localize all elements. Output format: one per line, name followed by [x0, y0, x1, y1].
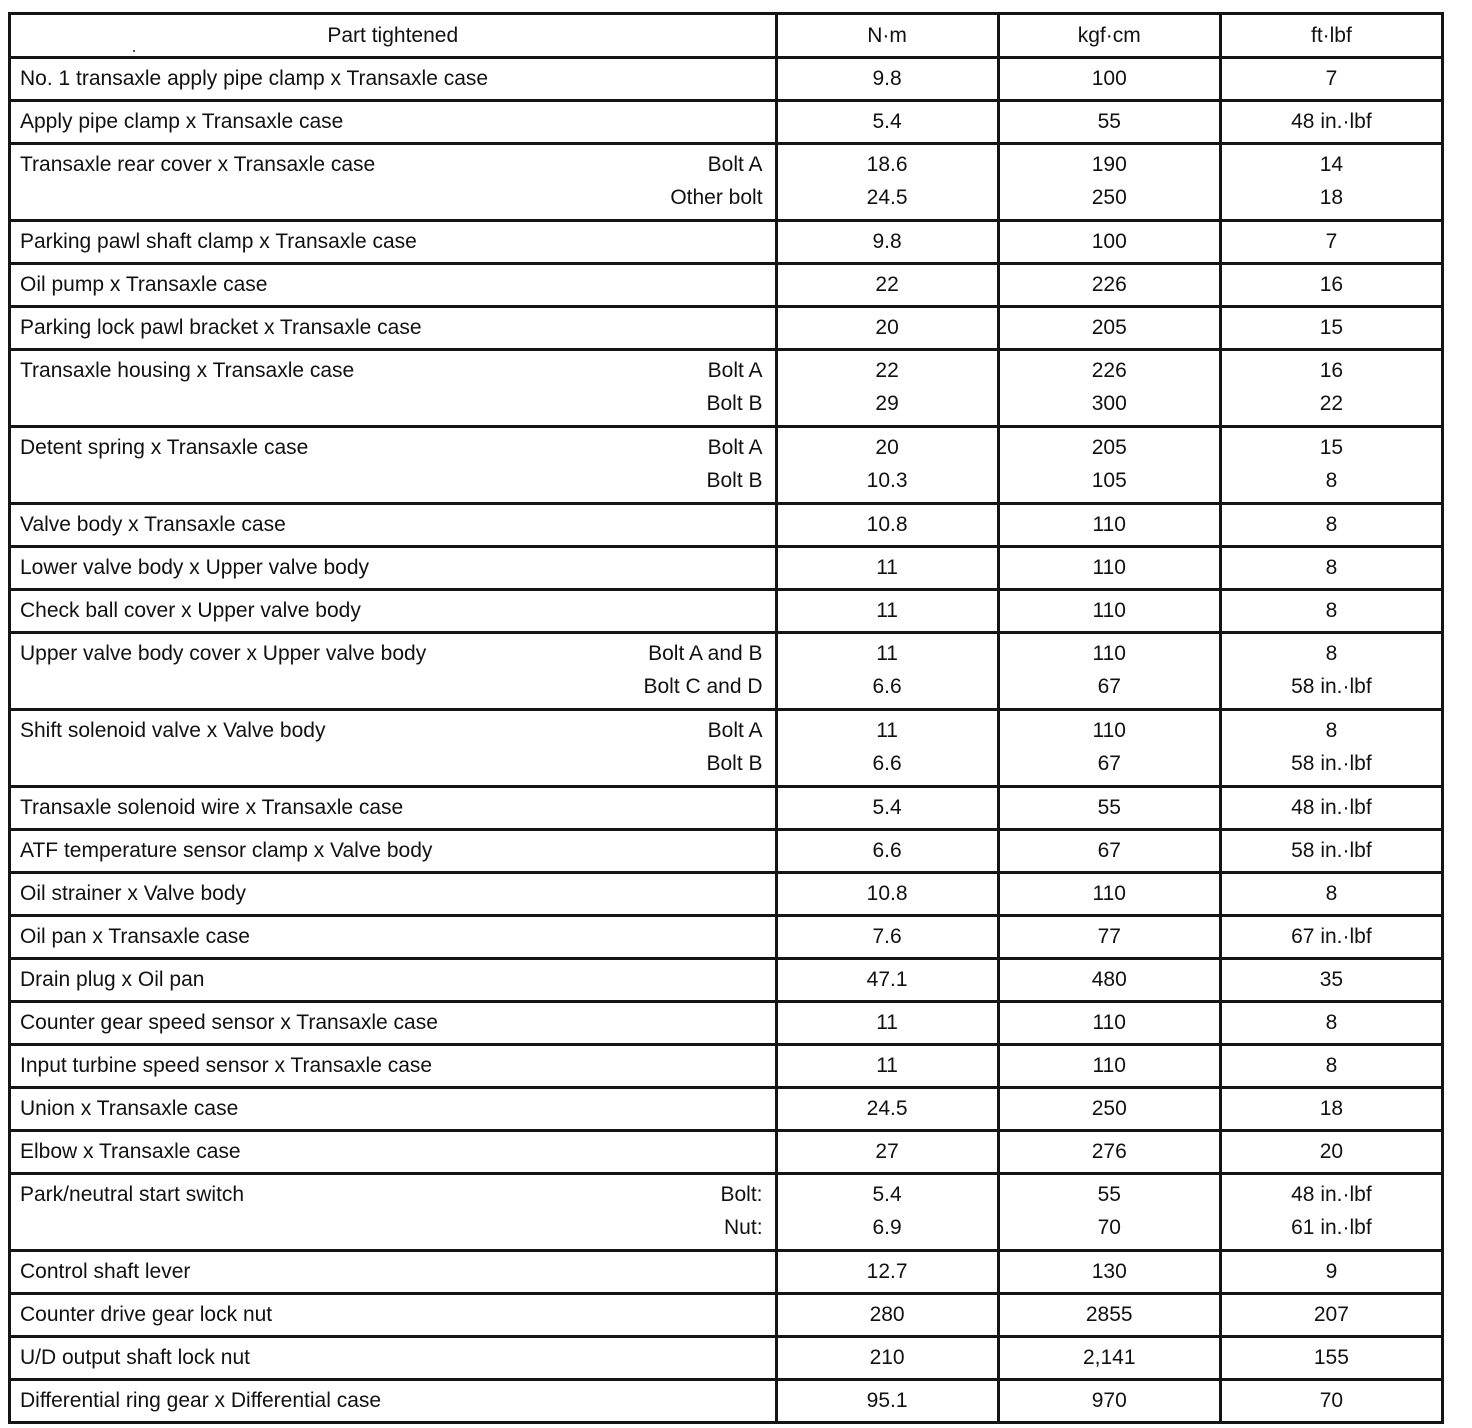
ftlbf-cell — [1220, 221, 1442, 264]
nm-cell — [776, 264, 998, 307]
kgfcm-value: 480 — [1091, 968, 1127, 991]
nm-value: 11 — [876, 1011, 898, 1034]
part-name: Park/neutral start switch — [20, 1183, 245, 1206]
nm-cell — [776, 1045, 998, 1088]
part-cell — [10, 1337, 777, 1380]
nm-cell — [776, 427, 998, 504]
ftlbf-cell — [1220, 1251, 1442, 1294]
table-row — [10, 1294, 1443, 1337]
ftlbf-value: 8 — [1325, 1054, 1338, 1077]
kgfcm-value: 100 — [1091, 230, 1127, 253]
ftlbf-cell — [1220, 1088, 1442, 1131]
part-name: Oil strainer x Valve body — [20, 882, 247, 905]
part-cell — [10, 1045, 777, 1088]
bolt-label: Bolt: — [720, 1183, 763, 1206]
nm-cell — [776, 101, 998, 144]
ftlbf-value: 15 — [1319, 436, 1344, 459]
table-row — [10, 830, 1443, 873]
kgfcm-value: 226 — [1091, 359, 1127, 382]
ftlbf-cell — [1220, 504, 1442, 547]
ftlbf-value: 35 — [1319, 968, 1344, 991]
nm-value: 27 — [875, 1140, 899, 1163]
ftlbf-value: 8 — [1325, 469, 1338, 492]
ftlbf-value: 8 — [1325, 599, 1338, 622]
kgfcm-value: 2855 — [1085, 1303, 1133, 1326]
ftlbf-cell — [1220, 1337, 1442, 1380]
part-cell — [10, 547, 777, 590]
part-name: Transaxle housing x Transaxle case — [20, 359, 355, 382]
table-row — [10, 350, 1443, 427]
ftlbf-value: 14 — [1319, 153, 1344, 176]
bolt-label: Bolt B — [706, 752, 763, 775]
table-row — [10, 427, 1443, 504]
ftlbf-cell — [1220, 830, 1442, 873]
nm-value: 5.4 — [872, 110, 902, 133]
part-cell — [10, 427, 777, 504]
bolt-labels — [707, 714, 763, 780]
ftlbf-value: 58 in.·lbf — [1291, 752, 1372, 775]
part-cell — [10, 916, 777, 959]
kgfcm-cell — [998, 787, 1220, 830]
bolt-labels — [670, 148, 762, 214]
nm-value: 24.5 — [866, 1097, 908, 1120]
part-name: Upper valve body cover x Upper valve body — [20, 642, 427, 665]
ftlbf-cell — [1220, 547, 1442, 590]
ftlbf-value: 22 — [1319, 392, 1344, 415]
bolt-label: Bolt A — [707, 359, 763, 382]
bolt-labels — [707, 431, 763, 497]
nm-value: 9.8 — [872, 230, 902, 253]
ftlbf-value: 8 — [1325, 556, 1338, 579]
part-name: Parking lock pawl bracket x Transaxle case — [20, 316, 422, 339]
part-cell — [10, 101, 777, 144]
kgfcm-cell — [998, 144, 1220, 221]
header-kgfcm: kgf·cm — [998, 14, 1220, 58]
ftlbf-value: 16 — [1319, 273, 1344, 296]
nm-cell — [776, 916, 998, 959]
ftlbf-value: 8 — [1325, 1011, 1338, 1034]
nm-cell — [776, 590, 998, 633]
ftlbf-value: 48 in.·lbf — [1291, 796, 1372, 819]
nm-value: 12.7 — [866, 1260, 908, 1283]
part-name: Apply pipe clamp x Transaxle case — [20, 110, 344, 133]
table-row — [10, 1174, 1443, 1251]
kgfcm-value: 110 — [1092, 882, 1126, 905]
nm-cell — [776, 1131, 998, 1174]
table-row — [10, 1337, 1443, 1380]
nm-value: 20 — [875, 436, 899, 459]
table-row — [10, 101, 1443, 144]
ftlbf-value: 48 in.·lbf — [1291, 110, 1372, 133]
table-row — [10, 590, 1443, 633]
kgfcm-cell — [998, 307, 1220, 350]
table-row — [10, 1251, 1443, 1294]
nm-cell — [776, 873, 998, 916]
kgfcm-cell — [998, 1380, 1220, 1423]
table-row — [10, 1002, 1443, 1045]
kgfcm-value: 970 — [1091, 1389, 1127, 1412]
nm-value: 6.9 — [872, 1216, 902, 1239]
nm-cell — [776, 307, 998, 350]
kgfcm-value: 55 — [1097, 110, 1121, 133]
nm-cell — [776, 547, 998, 590]
nm-value: 10.8 — [866, 882, 908, 905]
torque-spec-table — [8, 12, 1444, 1424]
table-row — [10, 916, 1443, 959]
part-cell — [10, 1131, 777, 1174]
nm-cell — [776, 1380, 998, 1423]
ftlbf-cell — [1220, 307, 1442, 350]
part-name: Transaxle solenoid wire x Transaxle case — [20, 796, 404, 819]
ftlbf-cell — [1220, 101, 1442, 144]
kgfcm-cell — [998, 427, 1220, 504]
nm-cell — [776, 144, 998, 221]
kgfcm-cell — [998, 1251, 1220, 1294]
ftlbf-value: 9 — [1325, 1260, 1338, 1283]
ftlbf-value: 8 — [1325, 642, 1338, 665]
ftlbf-cell — [1220, 873, 1442, 916]
kgfcm-value: 190 — [1091, 153, 1127, 176]
kgfcm-value: 77 — [1097, 925, 1121, 948]
nm-cell — [776, 830, 998, 873]
ftlbf-value: 48 in.·lbf — [1291, 1183, 1372, 1206]
part-cell — [10, 1088, 777, 1131]
bolt-label: Nut: — [724, 1216, 763, 1239]
kgfcm-value: 55 — [1097, 796, 1121, 819]
ftlbf-value: 8 — [1325, 513, 1338, 536]
table-row — [10, 1131, 1443, 1174]
kgfcm-value: 110 — [1092, 1054, 1126, 1077]
part-name: Differential ring gear x Differential case — [20, 1389, 382, 1412]
part-cell — [10, 1174, 777, 1251]
bolt-labels — [643, 637, 762, 703]
kgfcm-value: 67 — [1097, 675, 1121, 698]
nm-value: 10.3 — [866, 469, 908, 492]
nm-cell — [776, 1251, 998, 1294]
nm-value: 10.8 — [866, 513, 908, 536]
nm-value: 11 — [876, 1054, 898, 1077]
part-name: Detent spring x Transaxle case — [20, 436, 309, 459]
table-row — [10, 221, 1443, 264]
table-row — [10, 873, 1443, 916]
kgfcm-cell — [998, 959, 1220, 1002]
table-row — [10, 959, 1443, 1002]
kgfcm-cell — [998, 547, 1220, 590]
kgfcm-cell — [998, 1294, 1220, 1337]
ftlbf-cell — [1220, 1045, 1442, 1088]
part-name: Elbow x Transaxle case — [20, 1140, 241, 1163]
kgfcm-cell — [998, 633, 1220, 710]
kgfcm-value: 110 — [1092, 642, 1126, 665]
nm-cell — [776, 633, 998, 710]
nm-cell — [776, 710, 998, 787]
ftlbf-cell — [1220, 58, 1442, 101]
kgfcm-value: 250 — [1091, 186, 1127, 209]
bolt-label: Bolt B — [706, 469, 763, 492]
nm-value: 22 — [875, 359, 899, 382]
bolt-label: Bolt C and D — [643, 675, 763, 698]
part-cell — [10, 633, 777, 710]
part-name: Counter drive gear lock nut — [20, 1303, 273, 1326]
nm-cell — [776, 1088, 998, 1131]
nm-cell — [776, 504, 998, 547]
ftlbf-cell — [1220, 1294, 1442, 1337]
part-cell — [10, 873, 777, 916]
part-name: Transaxle rear cover x Transaxle case — [20, 153, 376, 176]
kgfcm-value: 55 — [1097, 1183, 1121, 1206]
part-cell — [10, 307, 777, 350]
bolt-labels — [707, 354, 763, 420]
kgfcm-cell — [998, 590, 1220, 633]
kgfcm-value: 67 — [1097, 839, 1121, 862]
ftlbf-cell — [1220, 633, 1442, 710]
table-row — [10, 264, 1443, 307]
kgfcm-cell — [998, 1045, 1220, 1088]
kgfcm-value: 250 — [1091, 1097, 1127, 1120]
part-cell — [10, 1251, 777, 1294]
ftlbf-cell — [1220, 427, 1442, 504]
part-name: Shift solenoid valve x Valve body — [20, 719, 326, 742]
ftlbf-value: 61 in.·lbf — [1291, 1216, 1372, 1239]
ftlbf-value: 18 — [1319, 186, 1344, 209]
ftlbf-cell — [1220, 710, 1442, 787]
nm-value: 11 — [876, 556, 898, 579]
ftlbf-value: 8 — [1325, 882, 1338, 905]
ftlbf-cell — [1220, 787, 1442, 830]
ftlbf-cell — [1220, 144, 1442, 221]
nm-cell — [776, 787, 998, 830]
nm-cell — [776, 1294, 998, 1337]
kgfcm-cell — [998, 830, 1220, 873]
ftlbf-value: 58 in.·lbf — [1291, 675, 1372, 698]
ftlbf-value: 15 — [1319, 316, 1344, 339]
header-part-tightened: Part tightened — [10, 14, 777, 58]
table-row — [10, 504, 1443, 547]
ftlbf-value: 16 — [1319, 359, 1344, 382]
part-cell — [10, 1294, 777, 1337]
ftlbf-value: 207 — [1313, 1303, 1349, 1326]
ftlbf-cell — [1220, 1380, 1442, 1423]
kgfcm-value: 110 — [1092, 513, 1126, 536]
table-row — [10, 547, 1443, 590]
part-cell — [10, 1002, 777, 1045]
nm-value: 22 — [875, 273, 899, 296]
kgfcm-cell — [998, 264, 1220, 307]
part-name: Control shaft lever — [20, 1260, 191, 1283]
bolt-label: Bolt B — [706, 392, 763, 415]
header-row — [10, 14, 1443, 58]
ftlbf-value: 8 — [1325, 719, 1338, 742]
nm-cell — [776, 1337, 998, 1380]
kgfcm-cell — [998, 1337, 1220, 1380]
kgfcm-value: 67 — [1097, 752, 1121, 775]
kgfcm-value: 205 — [1091, 316, 1127, 339]
ftlbf-cell — [1220, 1131, 1442, 1174]
ftlbf-cell — [1220, 916, 1442, 959]
nm-cell — [776, 1002, 998, 1045]
kgfcm-value: 130 — [1091, 1260, 1127, 1283]
table-row — [10, 144, 1443, 221]
part-cell — [10, 590, 777, 633]
nm-value: 280 — [869, 1303, 905, 1326]
kgfcm-value: 70 — [1097, 1216, 1121, 1239]
header-ftlbf: ft·lbf — [1220, 14, 1442, 58]
nm-cell — [776, 350, 998, 427]
nm-value: 5.4 — [872, 796, 902, 819]
part-name: No. 1 transaxle apply pipe clamp x Transaxle case — [20, 67, 489, 90]
part-cell — [10, 504, 777, 547]
kgfcm-cell — [998, 1174, 1220, 1251]
table-row — [10, 710, 1443, 787]
part-name: Check ball cover x Upper valve body — [20, 599, 361, 622]
kgfcm-value: 226 — [1091, 273, 1127, 296]
part-cell — [10, 221, 777, 264]
kgfcm-value: 100 — [1091, 67, 1127, 90]
bolt-label: Bolt A — [707, 153, 763, 176]
part-cell — [10, 959, 777, 1002]
ftlbf-cell — [1220, 590, 1442, 633]
part-name: Counter gear speed sensor x Transaxle case — [20, 1011, 438, 1034]
nm-value: 47.1 — [866, 968, 908, 991]
kgfcm-cell — [998, 504, 1220, 547]
nm-value: 6.6 — [872, 839, 902, 862]
ftlbf-value: 20 — [1319, 1140, 1344, 1163]
bolt-label: Bolt A and B — [648, 642, 763, 665]
nm-value: 18.6 — [866, 153, 908, 176]
kgfcm-value: 300 — [1091, 392, 1127, 415]
nm-value: 24.5 — [866, 186, 908, 209]
nm-cell — [776, 221, 998, 264]
ftlbf-cell — [1220, 264, 1442, 307]
ftlbf-value: 58 in.·lbf — [1291, 839, 1372, 862]
nm-value: 5.4 — [872, 1183, 902, 1206]
ftlbf-value: 7 — [1325, 67, 1338, 90]
part-cell — [10, 350, 777, 427]
part-name: Union x Transaxle case — [20, 1097, 239, 1120]
header-nm: N·m — [776, 14, 998, 58]
nm-value: 20 — [875, 316, 899, 339]
kgfcm-value: 110 — [1092, 719, 1126, 742]
table-row — [10, 1088, 1443, 1131]
nm-value: 6.6 — [872, 752, 902, 775]
nm-value: 11 — [876, 719, 898, 742]
table-row — [10, 633, 1443, 710]
part-name: Valve body x Transaxle case — [20, 513, 286, 536]
kgfcm-cell — [998, 1002, 1220, 1045]
kgfcm-cell — [998, 350, 1220, 427]
nm-value: 210 — [869, 1346, 905, 1369]
kgfcm-cell — [998, 916, 1220, 959]
part-name: Drain plug x Oil pan — [20, 968, 205, 991]
table-row — [10, 1380, 1443, 1423]
ftlbf-value: 18 — [1319, 1097, 1344, 1120]
part-name: Oil pan x Transaxle case — [20, 925, 250, 948]
kgfcm-value: 2,141 — [1082, 1346, 1136, 1369]
bolt-labels — [721, 1178, 763, 1244]
kgfcm-cell — [998, 101, 1220, 144]
nm-cell — [776, 1174, 998, 1251]
part-name: Input turbine speed sensor x Transaxle case — [20, 1054, 433, 1077]
part-cell — [10, 1380, 777, 1423]
kgfcm-value: 110 — [1092, 556, 1126, 579]
kgfcm-value: 105 — [1091, 469, 1127, 492]
kgfcm-cell — [998, 58, 1220, 101]
kgfcm-cell — [998, 1088, 1220, 1131]
part-cell — [10, 787, 777, 830]
ftlbf-cell — [1220, 1174, 1442, 1251]
bolt-label: Bolt A — [707, 719, 763, 742]
nm-value: 11 — [876, 642, 898, 665]
part-name: Parking pawl shaft clamp x Transaxle case — [20, 230, 417, 253]
ftlbf-cell — [1220, 350, 1442, 427]
part-name: U/D output shaft lock nut — [20, 1346, 250, 1369]
part-cell — [10, 264, 777, 307]
part-cell — [10, 830, 777, 873]
nm-value: 6.6 — [872, 675, 902, 698]
ftlbf-cell — [1220, 959, 1442, 1002]
table-row — [10, 787, 1443, 830]
ftlbf-value: 7 — [1325, 230, 1338, 253]
part-name: ATF temperature sensor clamp x Valve body — [20, 839, 433, 862]
nm-value: 29 — [875, 392, 899, 415]
kgfcm-cell — [998, 710, 1220, 787]
part-cell — [10, 710, 777, 787]
kgfcm-value: 205 — [1091, 436, 1127, 459]
part-cell — [10, 144, 777, 221]
nm-cell — [776, 959, 998, 1002]
ftlbf-value: 70 — [1319, 1389, 1344, 1412]
ftlbf-cell — [1220, 1002, 1442, 1045]
ftlbf-value: 67 in.·lbf — [1291, 925, 1372, 948]
part-name: Lower valve body x Upper valve body — [20, 556, 370, 579]
nm-value: 11 — [876, 599, 898, 622]
kgfcm-value: 276 — [1091, 1140, 1127, 1163]
kgfcm-cell — [998, 1131, 1220, 1174]
bolt-label: Other bolt — [670, 186, 763, 209]
nm-cell — [776, 58, 998, 101]
nm-value: 7.6 — [872, 925, 902, 948]
kgfcm-cell — [998, 221, 1220, 264]
part-name: Oil pump x Transaxle case — [20, 273, 268, 296]
bolt-label: Bolt A — [707, 436, 763, 459]
part-cell — [10, 58, 777, 101]
table-body — [10, 58, 1443, 1423]
kgfcm-cell — [998, 873, 1220, 916]
nm-value: 9.8 — [872, 67, 902, 90]
kgfcm-value: 110 — [1092, 1011, 1126, 1034]
table-row — [10, 307, 1443, 350]
table-row — [10, 1045, 1443, 1088]
nm-value: 95.1 — [866, 1389, 908, 1412]
kgfcm-value: 110 — [1092, 599, 1126, 622]
table-row — [10, 58, 1443, 101]
ftlbf-value: 155 — [1313, 1346, 1349, 1369]
